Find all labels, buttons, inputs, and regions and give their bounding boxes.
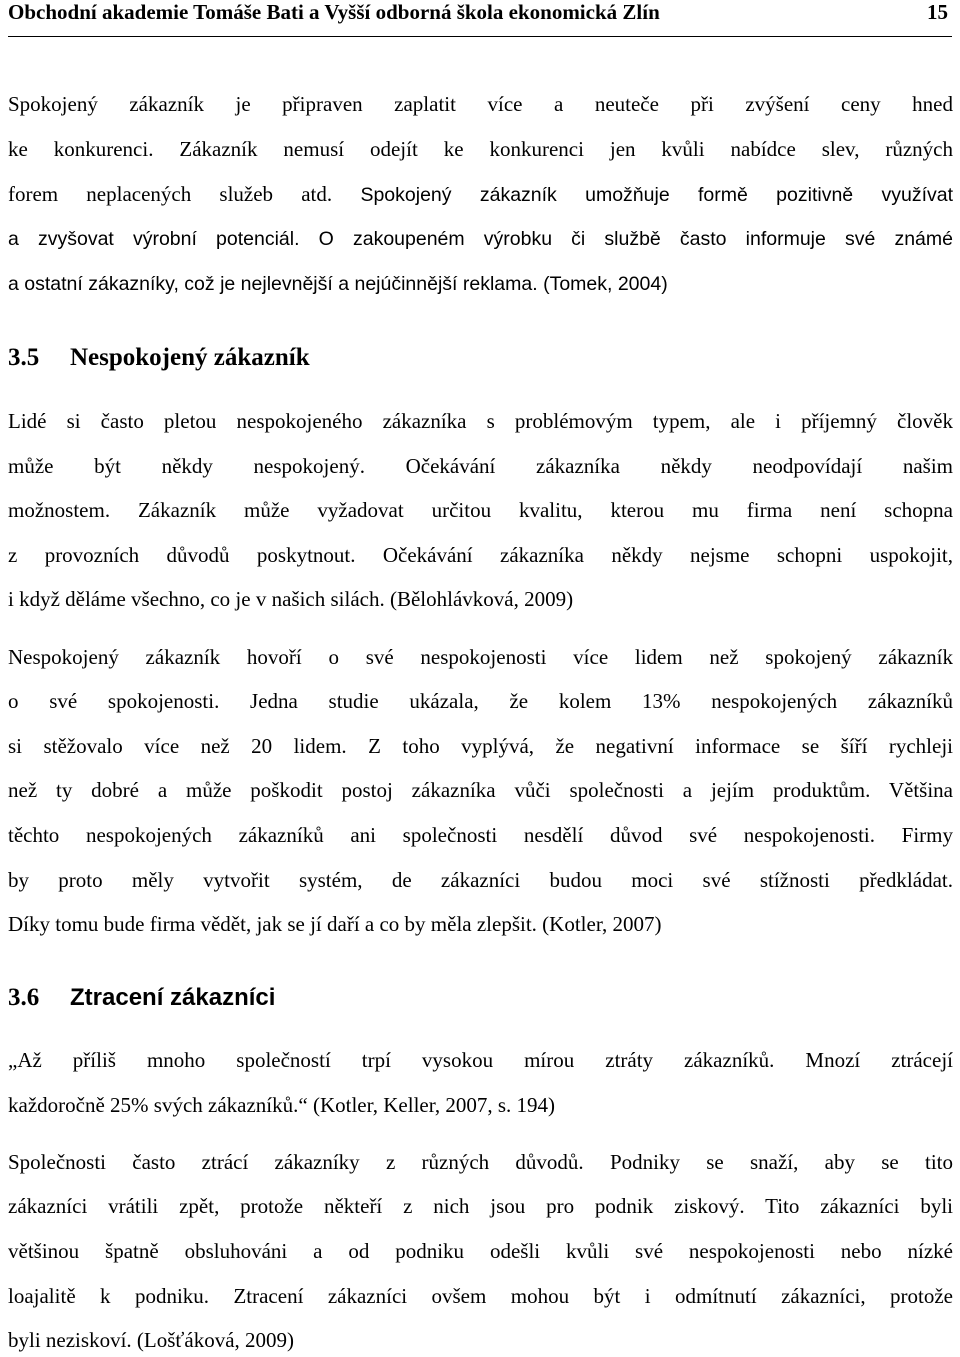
paragraph-1-line-5: a ostatní zákazníky, což je nejlevnější a nejúčinnější reklama. (Tomek, 2004) — [8, 273, 668, 295]
paragraph-1-line-3-serif: forem neplacených služeb atd. — [8, 182, 333, 206]
paragraph-2-line-1: Lidé si často pletou nespokojeného zákazníka s problémovým typem, ale i příjemný člověk — [8, 409, 953, 433]
page-header — [8, 0, 952, 26]
paragraph-1-line-3 — [8, 180, 953, 209]
paragraph-5-line-1: Společnosti často ztrácí zákazníky z různých důvodů. Podniky se snaží, aby se tito — [8, 1150, 953, 1174]
paragraph-2-line-5-a: i když děláme všechno, co je v našich silách. — [8, 587, 385, 611]
paragraph-5-line-4: loajalitě k podniku. Ztracení zákazníci ovšem mohou být i odmítnutí zákazníci, protože — [8, 1284, 953, 1308]
header-rule — [8, 36, 952, 37]
paragraph-3-line-1: Nespokojený zákazník hovoří o své nespokojenosti více lidem než spokojený zákazník — [8, 645, 953, 669]
paragraph-4-line-2: každoročně 25% svých zákazníků.“ (Kotler, Keller, 2007, s. 194) — [8, 1093, 556, 1117]
paragraph-1-line-3-sans: Spokojený zákazník umožňuje formě pozitivně využívat — [332, 184, 953, 206]
section-number: 3.5 — [8, 344, 40, 371]
paragraph-2-line-5 — [8, 585, 953, 613]
paragraph-5-line-3: většinou špatně obsluhováni a od podniku odešli kvůli své nespokojenosti nebo nízké — [8, 1239, 953, 1263]
paragraph-3-line-7: Díky tomu bude firma vědět, jak se jí daří a co by měla zlepšit. (Kotler, 2007) — [8, 912, 662, 936]
paragraph-4-line-1: „Až příliš mnoho společností trpí vysokou mírou ztráty zákazníků. Mnozí ztrácejí — [8, 1048, 953, 1072]
paragraph-5-line-5: byli neziskoví. (Lošťáková, 2009) — [8, 1328, 295, 1352]
section-heading-3-5 — [8, 342, 310, 374]
paragraph-3-line-6: by proto měly vytvořit systém, de zákazníci budou moci své stížnosti předkládat. — [8, 868, 953, 892]
paragraph-2-line-2: může být někdy nespokojený. Očekávání zákazníka někdy neodpovídají našim — [8, 454, 953, 478]
paragraph-3-line-5: těchto nespokojených zákazníků ani společnosti nesdělí důvod své nespokojenosti. Firmy — [8, 823, 953, 847]
section-title: Nespokojený zákazník — [70, 344, 310, 371]
paragraph-3-line-3: si stěžovalo více než 20 lidem. Z toho vyplývá, že negativní informace se šíří rychleji — [8, 734, 953, 758]
paragraph-1-line-1: Spokojený zákazník je připraven zaplatit více a neuteče při zvýšení ceny hned — [8, 92, 953, 116]
paragraph-2-line-5-b: (Bělohlávková, 2009) — [384, 587, 574, 611]
section-heading-3-6 — [8, 982, 275, 1014]
paragraph-1-line-4 — [8, 225, 953, 253]
paragraph-2-line-4: z provozních důvodů poskytnout. Očekávání zákazníka někdy nejsme schopni uspokojit, — [8, 543, 953, 567]
section-title: Ztracení zákazníci — [70, 984, 276, 1011]
header-title: Obchodní akademie Tomáše Bati a Vyšší odborná škola ekonomická Zlín — [8, 0, 660, 24]
paragraph-2-line-3: možnostem. Zákazník může vyžadovat určitou kvalitu, kterou mu firma není schopna — [8, 498, 953, 522]
paragraph-1-line-4-a: a zvyšovat výrobní potenciál. — [8, 228, 300, 250]
page-number: 15 — [927, 0, 948, 24]
paragraph-5-line-2: zákazníci vrátili zpět, protože někteří z nich jsou pro podnik ziskový. Tito zákazníci byli — [8, 1194, 953, 1218]
section-number: 3.6 — [8, 984, 40, 1011]
paragraph-1-line-4-b: O zakoupeném výrobku či službě často informuje své známé — [299, 228, 953, 250]
paragraph-1-line-2: ke konkurenci. Zákazník nemusí odejít ke konkurenci jen kvůli nabídce slev, různých — [8, 137, 953, 161]
paragraph-3-line-4: než ty dobré a může poškodit postoj zákazníka vůči společnosti a jejím produktům. Většina — [8, 778, 953, 802]
paragraph-3-line-2: o své spokojenosti. Jedna studie ukázala, že kolem 13% nespokojených zákazníků — [8, 689, 953, 713]
